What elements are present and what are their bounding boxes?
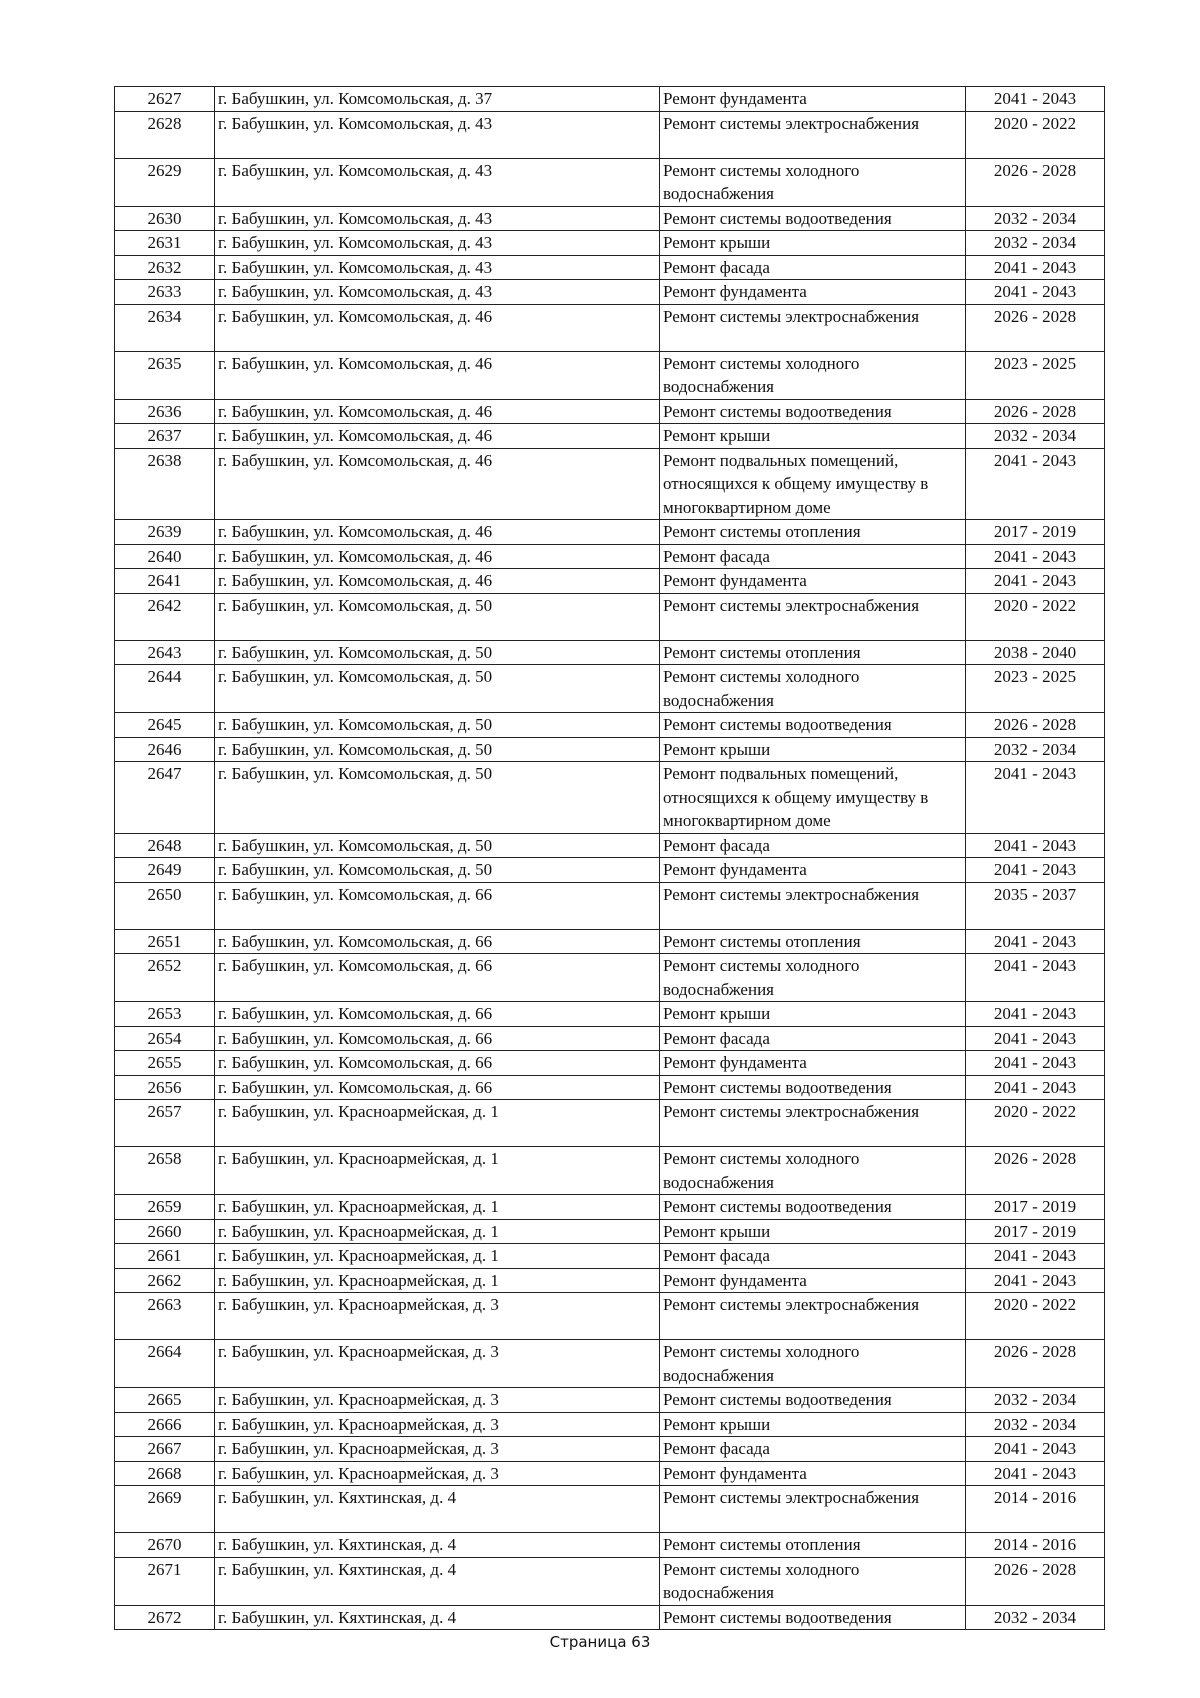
address-cell: г. Бабушкин, ул. Комсомольская, д. 66 bbox=[215, 929, 660, 954]
row-number-cell: 2667 bbox=[115, 1437, 215, 1462]
table-row bbox=[115, 1002, 1105, 1027]
row-number-cell: 2651 bbox=[115, 929, 215, 954]
period-cell: 2041 - 2043 bbox=[966, 544, 1105, 569]
period-cell: 2041 - 2043 bbox=[966, 833, 1105, 858]
address-cell: г. Бабушкин, ул. Кяхтинская, д. 4 bbox=[215, 1533, 660, 1558]
row-number-cell: 2656 bbox=[115, 1075, 215, 1100]
table-row bbox=[115, 1147, 1105, 1195]
page-number: Страница 63 bbox=[549, 1633, 651, 1651]
period-cell: 2041 - 2043 bbox=[966, 448, 1105, 520]
address-cell: г. Бабушкин, ул. Комсомольская, д. 50 bbox=[215, 762, 660, 834]
work-type-cell: Ремонт фасада bbox=[660, 1026, 966, 1051]
table-row bbox=[115, 231, 1105, 256]
address-cell: г. Бабушкин, ул. Комсомольская, д. 50 bbox=[215, 737, 660, 762]
address-cell: г. Бабушкин, ул. Комсомольская, д. 66 bbox=[215, 1051, 660, 1076]
work-type-cell: Ремонт системы холодного водоснабжения bbox=[660, 351, 966, 399]
address-cell: г. Бабушкин, ул. Красноармейская, д. 1 bbox=[215, 1195, 660, 1220]
address-cell: г. Бабушкин, ул. Красноармейская, д. 1 bbox=[215, 1100, 660, 1147]
address-cell: г. Бабушкин, ул. Комсомольская, д. 66 bbox=[215, 882, 660, 929]
work-type-cell: Ремонт фасада bbox=[660, 1244, 966, 1269]
address-cell: г. Бабушкин, ул. Красноармейская, д. 3 bbox=[215, 1437, 660, 1462]
work-type-cell: Ремонт системы электроснабжения bbox=[660, 111, 966, 158]
address-cell: г. Бабушкин, ул. Комсомольская, д. 50 bbox=[215, 665, 660, 713]
address-cell: г. Бабушкин, ул. Комсомольская, д. 66 bbox=[215, 954, 660, 1002]
address-cell: г. Бабушкин, ул. Комсомольская, д. 50 bbox=[215, 713, 660, 738]
row-number-cell: 2643 bbox=[115, 640, 215, 665]
table-row bbox=[115, 304, 1105, 351]
period-cell: 2032 - 2034 bbox=[966, 424, 1105, 449]
table-row bbox=[115, 1533, 1105, 1558]
row-number-cell: 2647 bbox=[115, 762, 215, 834]
period-cell: 2038 - 2040 bbox=[966, 640, 1105, 665]
table-row bbox=[115, 87, 1105, 112]
address-cell: г. Бабушкин, ул. Комсомольская, д. 46 bbox=[215, 304, 660, 351]
work-type-cell: Ремонт фундамента bbox=[660, 858, 966, 883]
work-type-cell: Ремонт подвальных помещений, относящихся к общему имуществу в многоквартирном доме bbox=[660, 448, 966, 520]
work-type-cell: Ремонт системы электроснабжения bbox=[660, 1486, 966, 1533]
table-row bbox=[115, 1244, 1105, 1269]
period-cell: 2017 - 2019 bbox=[966, 1219, 1105, 1244]
row-number-cell: 2637 bbox=[115, 424, 215, 449]
row-number-cell: 2646 bbox=[115, 737, 215, 762]
table-row bbox=[115, 665, 1105, 713]
period-cell: 2020 - 2022 bbox=[966, 593, 1105, 640]
table-row bbox=[115, 713, 1105, 738]
work-type-cell: Ремонт системы электроснабжения bbox=[660, 593, 966, 640]
address-cell: г. Бабушкин, ул. Комсомольская, д. 43 bbox=[215, 158, 660, 206]
address-cell: г. Бабушкин, ул. Комсомольская, д. 50 bbox=[215, 858, 660, 883]
address-cell: г. Бабушкин, ул. Комсомольская, д. 46 bbox=[215, 448, 660, 520]
work-type-cell: Ремонт системы водоотведения bbox=[660, 1075, 966, 1100]
work-type-cell: Ремонт системы холодного водоснабжения bbox=[660, 158, 966, 206]
table-body bbox=[115, 87, 1105, 1630]
row-number-cell: 2629 bbox=[115, 158, 215, 206]
table-row bbox=[115, 1605, 1105, 1630]
row-number-cell: 2657 bbox=[115, 1100, 215, 1147]
period-cell: 2032 - 2034 bbox=[966, 1605, 1105, 1630]
address-cell: г. Бабушкин, ул. Красноармейская, д. 1 bbox=[215, 1268, 660, 1293]
row-number-cell: 2655 bbox=[115, 1051, 215, 1076]
address-cell: г. Бабушкин, ул. Красноармейская, д. 1 bbox=[215, 1244, 660, 1269]
work-type-cell: Ремонт системы электроснабжения bbox=[660, 882, 966, 929]
period-cell: 2032 - 2034 bbox=[966, 1388, 1105, 1413]
row-number-cell: 2661 bbox=[115, 1244, 215, 1269]
table-row bbox=[115, 1293, 1105, 1340]
work-type-cell: Ремонт системы водоотведения bbox=[660, 1388, 966, 1413]
address-cell: г. Бабушкин, ул. Кяхтинская, д. 4 bbox=[215, 1486, 660, 1533]
period-cell: 2014 - 2016 bbox=[966, 1533, 1105, 1558]
table-row bbox=[115, 158, 1105, 206]
row-number-cell: 2650 bbox=[115, 882, 215, 929]
row-number-cell: 2630 bbox=[115, 206, 215, 231]
work-type-cell: Ремонт фасада bbox=[660, 1437, 966, 1462]
period-cell: 2023 - 2025 bbox=[966, 351, 1105, 399]
table-row bbox=[115, 1388, 1105, 1413]
period-cell: 2026 - 2028 bbox=[966, 304, 1105, 351]
address-cell: г. Бабушкин, ул. Кяхтинская, д. 4 bbox=[215, 1557, 660, 1605]
work-type-cell: Ремонт системы холодного водоснабжения bbox=[660, 1557, 966, 1605]
period-cell: 2041 - 2043 bbox=[966, 280, 1105, 305]
table-row bbox=[115, 351, 1105, 399]
row-number-cell: 2653 bbox=[115, 1002, 215, 1027]
address-cell: г. Бабушкин, ул. Комсомольская, д. 46 bbox=[215, 544, 660, 569]
row-number-cell: 2668 bbox=[115, 1461, 215, 1486]
period-cell: 2026 - 2028 bbox=[966, 1147, 1105, 1195]
period-cell: 2020 - 2022 bbox=[966, 111, 1105, 158]
row-number-cell: 2672 bbox=[115, 1605, 215, 1630]
table-row bbox=[115, 593, 1105, 640]
work-type-cell: Ремонт фундамента bbox=[660, 280, 966, 305]
work-type-cell: Ремонт системы водоотведения bbox=[660, 206, 966, 231]
work-type-cell: Ремонт фундамента bbox=[660, 1268, 966, 1293]
address-cell: г. Бабушкин, ул. Красноармейская, д. 1 bbox=[215, 1219, 660, 1244]
address-cell: г. Бабушкин, ул. Красноармейская, д. 3 bbox=[215, 1340, 660, 1388]
work-type-cell: Ремонт системы водоотведения bbox=[660, 1605, 966, 1630]
period-cell: 2041 - 2043 bbox=[966, 929, 1105, 954]
row-number-cell: 2636 bbox=[115, 399, 215, 424]
table-row bbox=[115, 737, 1105, 762]
table-row bbox=[115, 111, 1105, 158]
row-number-cell: 2664 bbox=[115, 1340, 215, 1388]
address-cell: г. Бабушкин, ул. Комсомольская, д. 50 bbox=[215, 640, 660, 665]
work-type-cell: Ремонт крыши bbox=[660, 737, 966, 762]
table-row bbox=[115, 1100, 1105, 1147]
period-cell: 2014 - 2016 bbox=[966, 1486, 1105, 1533]
row-number-cell: 2640 bbox=[115, 544, 215, 569]
address-cell: г. Бабушкин, ул. Комсомольская, д. 66 bbox=[215, 1026, 660, 1051]
period-cell: 2041 - 2043 bbox=[966, 1026, 1105, 1051]
work-type-cell: Ремонт системы отопления bbox=[660, 1533, 966, 1558]
table-row bbox=[115, 762, 1105, 834]
row-number-cell: 2644 bbox=[115, 665, 215, 713]
address-cell: г. Бабушкин, ул. Красноармейская, д. 1 bbox=[215, 1147, 660, 1195]
period-cell: 2032 - 2034 bbox=[966, 206, 1105, 231]
table-row bbox=[115, 1219, 1105, 1244]
row-number-cell: 2633 bbox=[115, 280, 215, 305]
period-cell: 2032 - 2034 bbox=[966, 1412, 1105, 1437]
table-row bbox=[115, 1075, 1105, 1100]
address-cell: г. Бабушкин, ул. Красноармейская, д. 3 bbox=[215, 1388, 660, 1413]
row-number-cell: 2670 bbox=[115, 1533, 215, 1558]
period-cell: 2041 - 2043 bbox=[966, 762, 1105, 834]
period-cell: 2041 - 2043 bbox=[966, 954, 1105, 1002]
table-row bbox=[115, 1051, 1105, 1076]
work-type-cell: Ремонт системы водоотведения bbox=[660, 1195, 966, 1220]
work-type-cell: Ремонт системы холодного водоснабжения bbox=[660, 1340, 966, 1388]
address-cell: г. Бабушкин, ул. Комсомольская, д. 37 bbox=[215, 87, 660, 112]
row-number-cell: 2645 bbox=[115, 713, 215, 738]
work-type-cell: Ремонт системы водоотведения bbox=[660, 399, 966, 424]
row-number-cell: 2631 bbox=[115, 231, 215, 256]
work-type-cell: Ремонт фундамента bbox=[660, 87, 966, 112]
row-number-cell: 2669 bbox=[115, 1486, 215, 1533]
period-cell: 2041 - 2043 bbox=[966, 1244, 1105, 1269]
address-cell: г. Бабушкин, ул. Комсомольская, д. 50 bbox=[215, 833, 660, 858]
address-cell: г. Бабушкин, ул. Комсомольская, д. 66 bbox=[215, 1002, 660, 1027]
period-cell: 2041 - 2043 bbox=[966, 255, 1105, 280]
table-row bbox=[115, 1268, 1105, 1293]
period-cell: 2032 - 2034 bbox=[966, 231, 1105, 256]
address-cell: г. Бабушкин, ул. Красноармейская, д. 3 bbox=[215, 1293, 660, 1340]
work-type-cell: Ремонт системы холодного водоснабжения bbox=[660, 1147, 966, 1195]
row-number-cell: 2671 bbox=[115, 1557, 215, 1605]
row-number-cell: 2635 bbox=[115, 351, 215, 399]
table-row bbox=[115, 1486, 1105, 1533]
address-cell: г. Бабушкин, ул. Комсомольская, д. 66 bbox=[215, 1075, 660, 1100]
work-type-cell: Ремонт системы холодного водоснабжения bbox=[660, 665, 966, 713]
table-row bbox=[115, 206, 1105, 231]
address-cell: г. Бабушкин, ул. Комсомольская, д. 46 bbox=[215, 520, 660, 545]
period-cell: 2026 - 2028 bbox=[966, 713, 1105, 738]
row-number-cell: 2642 bbox=[115, 593, 215, 640]
table-row bbox=[115, 1461, 1105, 1486]
address-cell: г. Бабушкин, ул. Комсомольская, д. 46 bbox=[215, 399, 660, 424]
table-row bbox=[115, 858, 1105, 883]
row-number-cell: 2659 bbox=[115, 1195, 215, 1220]
row-number-cell: 2665 bbox=[115, 1388, 215, 1413]
work-type-cell: Ремонт крыши bbox=[660, 1219, 966, 1244]
row-number-cell: 2627 bbox=[115, 87, 215, 112]
work-type-cell: Ремонт системы отопления bbox=[660, 520, 966, 545]
period-cell: 2026 - 2028 bbox=[966, 399, 1105, 424]
table-row bbox=[115, 520, 1105, 545]
table-row bbox=[115, 954, 1105, 1002]
row-number-cell: 2632 bbox=[115, 255, 215, 280]
address-cell: г. Бабушкин, ул. Комсомольская, д. 46 bbox=[215, 424, 660, 449]
row-number-cell: 2660 bbox=[115, 1219, 215, 1244]
row-number-cell: 2639 bbox=[115, 520, 215, 545]
period-cell: 2041 - 2043 bbox=[966, 1051, 1105, 1076]
work-type-cell: Ремонт системы электроснабжения bbox=[660, 304, 966, 351]
work-type-cell: Ремонт фундамента bbox=[660, 569, 966, 594]
table-row bbox=[115, 833, 1105, 858]
period-cell: 2041 - 2043 bbox=[966, 1075, 1105, 1100]
period-cell: 2026 - 2028 bbox=[966, 158, 1105, 206]
period-cell: 2041 - 2043 bbox=[966, 1268, 1105, 1293]
period-cell: 2020 - 2022 bbox=[966, 1100, 1105, 1147]
work-type-cell: Ремонт системы холодного водоснабжения bbox=[660, 954, 966, 1002]
table-row bbox=[115, 1437, 1105, 1462]
table-row bbox=[115, 544, 1105, 569]
table-row bbox=[115, 1340, 1105, 1388]
row-number-cell: 2654 bbox=[115, 1026, 215, 1051]
period-cell: 2026 - 2028 bbox=[966, 1340, 1105, 1388]
period-cell: 2041 - 2043 bbox=[966, 858, 1105, 883]
period-cell: 2023 - 2025 bbox=[966, 665, 1105, 713]
row-number-cell: 2628 bbox=[115, 111, 215, 158]
row-number-cell: 2652 bbox=[115, 954, 215, 1002]
period-cell: 2026 - 2028 bbox=[966, 1557, 1105, 1605]
address-cell: г. Бабушкин, ул. Комсомольская, д. 43 bbox=[215, 255, 660, 280]
row-number-cell: 2648 bbox=[115, 833, 215, 858]
work-type-cell: Ремонт системы отопления bbox=[660, 640, 966, 665]
work-type-cell: Ремонт системы водоотведения bbox=[660, 713, 966, 738]
period-cell: 2032 - 2034 bbox=[966, 737, 1105, 762]
work-type-cell: Ремонт системы отопления bbox=[660, 929, 966, 954]
row-number-cell: 2663 bbox=[115, 1293, 215, 1340]
address-cell: г. Бабушкин, ул. Комсомольская, д. 50 bbox=[215, 593, 660, 640]
table-row bbox=[115, 1195, 1105, 1220]
table-row bbox=[115, 640, 1105, 665]
work-type-cell: Ремонт крыши bbox=[660, 424, 966, 449]
work-type-cell: Ремонт фасада bbox=[660, 255, 966, 280]
work-type-cell: Ремонт крыши bbox=[660, 1412, 966, 1437]
row-number-cell: 2641 bbox=[115, 569, 215, 594]
period-cell: 2041 - 2043 bbox=[966, 1461, 1105, 1486]
period-cell: 2017 - 2019 bbox=[966, 1195, 1105, 1220]
table-row bbox=[115, 1412, 1105, 1437]
row-number-cell: 2634 bbox=[115, 304, 215, 351]
address-cell: г. Бабушкин, ул. Комсомольская, д. 43 bbox=[215, 231, 660, 256]
row-number-cell: 2649 bbox=[115, 858, 215, 883]
address-cell: г. Бабушкин, ул. Комсомольская, д. 46 bbox=[215, 351, 660, 399]
work-type-cell: Ремонт системы электроснабжения bbox=[660, 1100, 966, 1147]
address-cell: г. Бабушкин, ул. Кяхтинская, д. 4 bbox=[215, 1605, 660, 1630]
address-cell: г. Бабушкин, ул. Комсомольская, д. 43 bbox=[215, 111, 660, 158]
work-type-cell: Ремонт подвальных помещений, относящихся к общему имуществу в многоквартирном доме bbox=[660, 762, 966, 834]
work-type-cell: Ремонт системы электроснабжения bbox=[660, 1293, 966, 1340]
table-row bbox=[115, 929, 1105, 954]
period-cell: 2017 - 2019 bbox=[966, 520, 1105, 545]
work-type-cell: Ремонт фасада bbox=[660, 833, 966, 858]
address-cell: г. Бабушкин, ул. Комсомольская, д. 43 bbox=[215, 280, 660, 305]
row-number-cell: 2662 bbox=[115, 1268, 215, 1293]
period-cell: 2020 - 2022 bbox=[966, 1293, 1105, 1340]
table-row bbox=[115, 399, 1105, 424]
repair-schedule-table bbox=[114, 86, 1105, 1630]
work-type-cell: Ремонт фасада bbox=[660, 544, 966, 569]
row-number-cell: 2658 bbox=[115, 1147, 215, 1195]
table-row bbox=[115, 569, 1105, 594]
table-row bbox=[115, 280, 1105, 305]
table-row bbox=[115, 255, 1105, 280]
address-cell: г. Бабушкин, ул. Красноармейская, д. 3 bbox=[215, 1461, 660, 1486]
address-cell: г. Бабушкин, ул. Красноармейская, д. 3 bbox=[215, 1412, 660, 1437]
period-cell: 2035 - 2037 bbox=[966, 882, 1105, 929]
table-row bbox=[115, 448, 1105, 520]
table-row bbox=[115, 424, 1105, 449]
address-cell: г. Бабушкин, ул. Комсомольская, д. 43 bbox=[215, 206, 660, 231]
work-type-cell: Ремонт фундамента bbox=[660, 1051, 966, 1076]
work-type-cell: Ремонт крыши bbox=[660, 1002, 966, 1027]
period-cell: 2041 - 2043 bbox=[966, 569, 1105, 594]
period-cell: 2041 - 2043 bbox=[966, 1437, 1105, 1462]
work-type-cell: Ремонт фундамента bbox=[660, 1461, 966, 1486]
row-number-cell: 2666 bbox=[115, 1412, 215, 1437]
period-cell: 2041 - 2043 bbox=[966, 87, 1105, 112]
period-cell: 2041 - 2043 bbox=[966, 1002, 1105, 1027]
table-row bbox=[115, 1557, 1105, 1605]
work-type-cell: Ремонт крыши bbox=[660, 231, 966, 256]
address-cell: г. Бабушкин, ул. Комсомольская, д. 46 bbox=[215, 569, 660, 594]
table-row bbox=[115, 882, 1105, 929]
row-number-cell: 2638 bbox=[115, 448, 215, 520]
table-row bbox=[115, 1026, 1105, 1051]
